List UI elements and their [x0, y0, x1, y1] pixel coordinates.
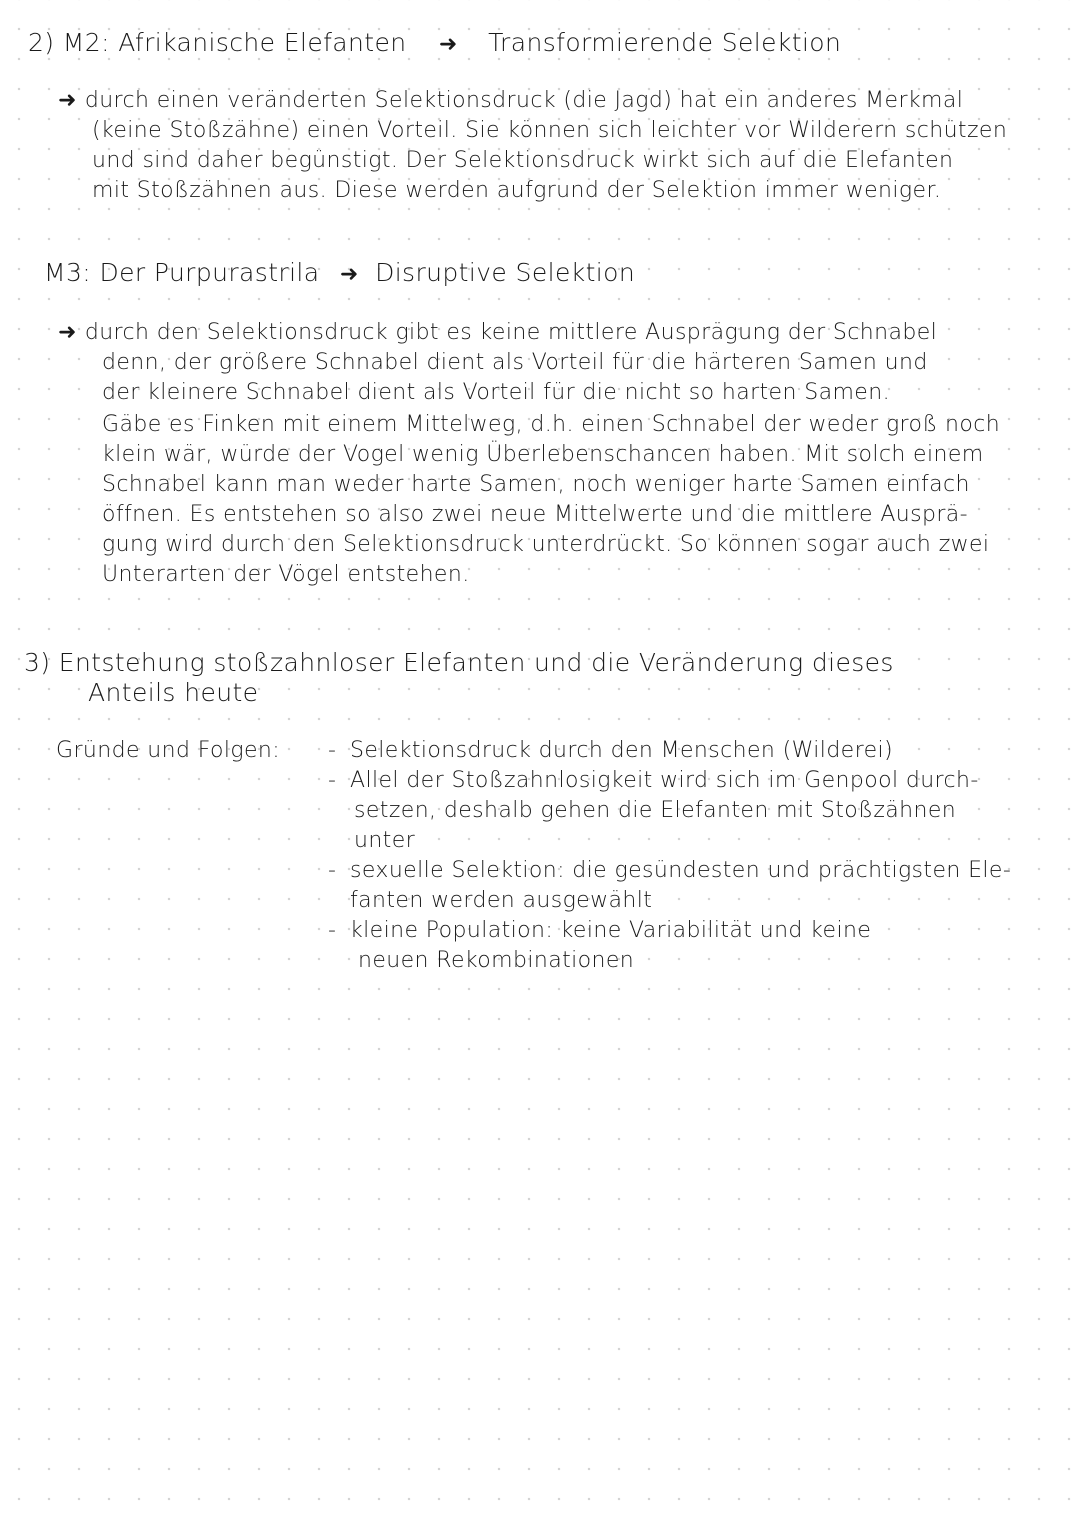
section3-heading: 3) Entstehung stoßzahnloser Elefanten und die Veränderung dieses [24, 648, 894, 677]
m3-line: Gäbe es Finken mit einem Mittelweg, d.h. einen Schnabel der weder groß noch [102, 412, 1001, 437]
m3-line: öffnen. Es entstehen so also zwei neue Mittelwerte und die mittlere Ausprä- [102, 502, 968, 527]
m3-line: denn, der größere Schnabel dient als Vorteil für die härteren Samen und [102, 350, 928, 375]
section2-line [58, 86, 963, 116]
bullet-item [328, 856, 1011, 886]
bullet-continuation: unter [354, 828, 416, 853]
bullet-continuation: setzen, deshalb gehen die Elefanten mit Stoßzähnen [354, 798, 957, 823]
m3-line: Schnabel kann man weder harte Samen, noch weniger harte Samen einfach [102, 472, 970, 497]
arrow-icon: ➜ [58, 88, 77, 113]
dash-icon: - [328, 918, 337, 943]
m3-line: der kleinere Schnabel dient als Vorteil für die nicht so harten Samen. [102, 380, 890, 405]
dash-icon: - [328, 858, 337, 883]
dash-icon: - [328, 738, 337, 763]
reasons-label: Gründe und Folgen: [56, 738, 281, 763]
section2-line: mit Stoßzähnen aus. Diese werden aufgrund der Selektion immer weniger. [92, 178, 942, 203]
m3-line: klein wär, würde der Vogel wenig Überlebenschancen haben. Mit solch einem [102, 442, 984, 467]
arrow-icon: ➜ [58, 320, 77, 345]
section2-heading-result: Transformierende Selektion [488, 28, 842, 57]
dash-icon: - [328, 768, 337, 793]
arrow-icon: ➜ [438, 32, 458, 57]
bullet-text: sexuelle Selektion: die gesündesten und prächtigsten Ele- [350, 858, 1012, 883]
m3-text: durch den Selektionsdruck gibt es keine mittlere Ausprägung der Schnabel [84, 320, 938, 345]
section2-line: (keine Stoßzähne) einen Vorteil. Sie können sich leichter vor Wilderern schützen [92, 118, 1008, 143]
section2-heading [28, 28, 841, 60]
bullet-text: Selektionsdruck durch den Menschen (Wilderei) [350, 738, 894, 763]
bullet-text: kleine Population: keine Variabilität und keine [350, 918, 872, 943]
bullet-continuation: neuen Rekombinationen [358, 948, 635, 973]
section3-heading-continued: Anteils heute [88, 678, 259, 707]
bullet-item [328, 916, 871, 946]
m3-line: gung wird durch den Selektionsdruck unterdrückt. So können sogar auch zwei [102, 532, 990, 557]
section2-line: und sind daher begünstigt. Der Selektionsdruck wirkt sich auf die Elefanten [92, 148, 954, 173]
bullet-item [328, 736, 893, 766]
section2-text: durch einen veränderten Selektionsdruck (die Jagd) hat ein anderes Merkmal [84, 88, 964, 113]
bullet-item [328, 766, 979, 796]
bullet-continuation: fanten werden ausgewählt [350, 888, 653, 913]
m3-heading-result: Disruptive Selektion [375, 258, 636, 287]
m3-line [58, 318, 937, 348]
section2-heading-text: 2) M2: Afrikanische Elefanten [28, 28, 407, 57]
m3-heading-text: M3: Der Purpurastrila [44, 258, 320, 287]
arrow-icon: ➜ [339, 262, 359, 287]
bullet-text: Allel der Stoßzahnlosigkeit wird sich im Genpool durch- [350, 768, 979, 793]
m3-line: Unterarten der Vögel entstehen. [102, 562, 470, 587]
m3-heading [44, 258, 635, 290]
